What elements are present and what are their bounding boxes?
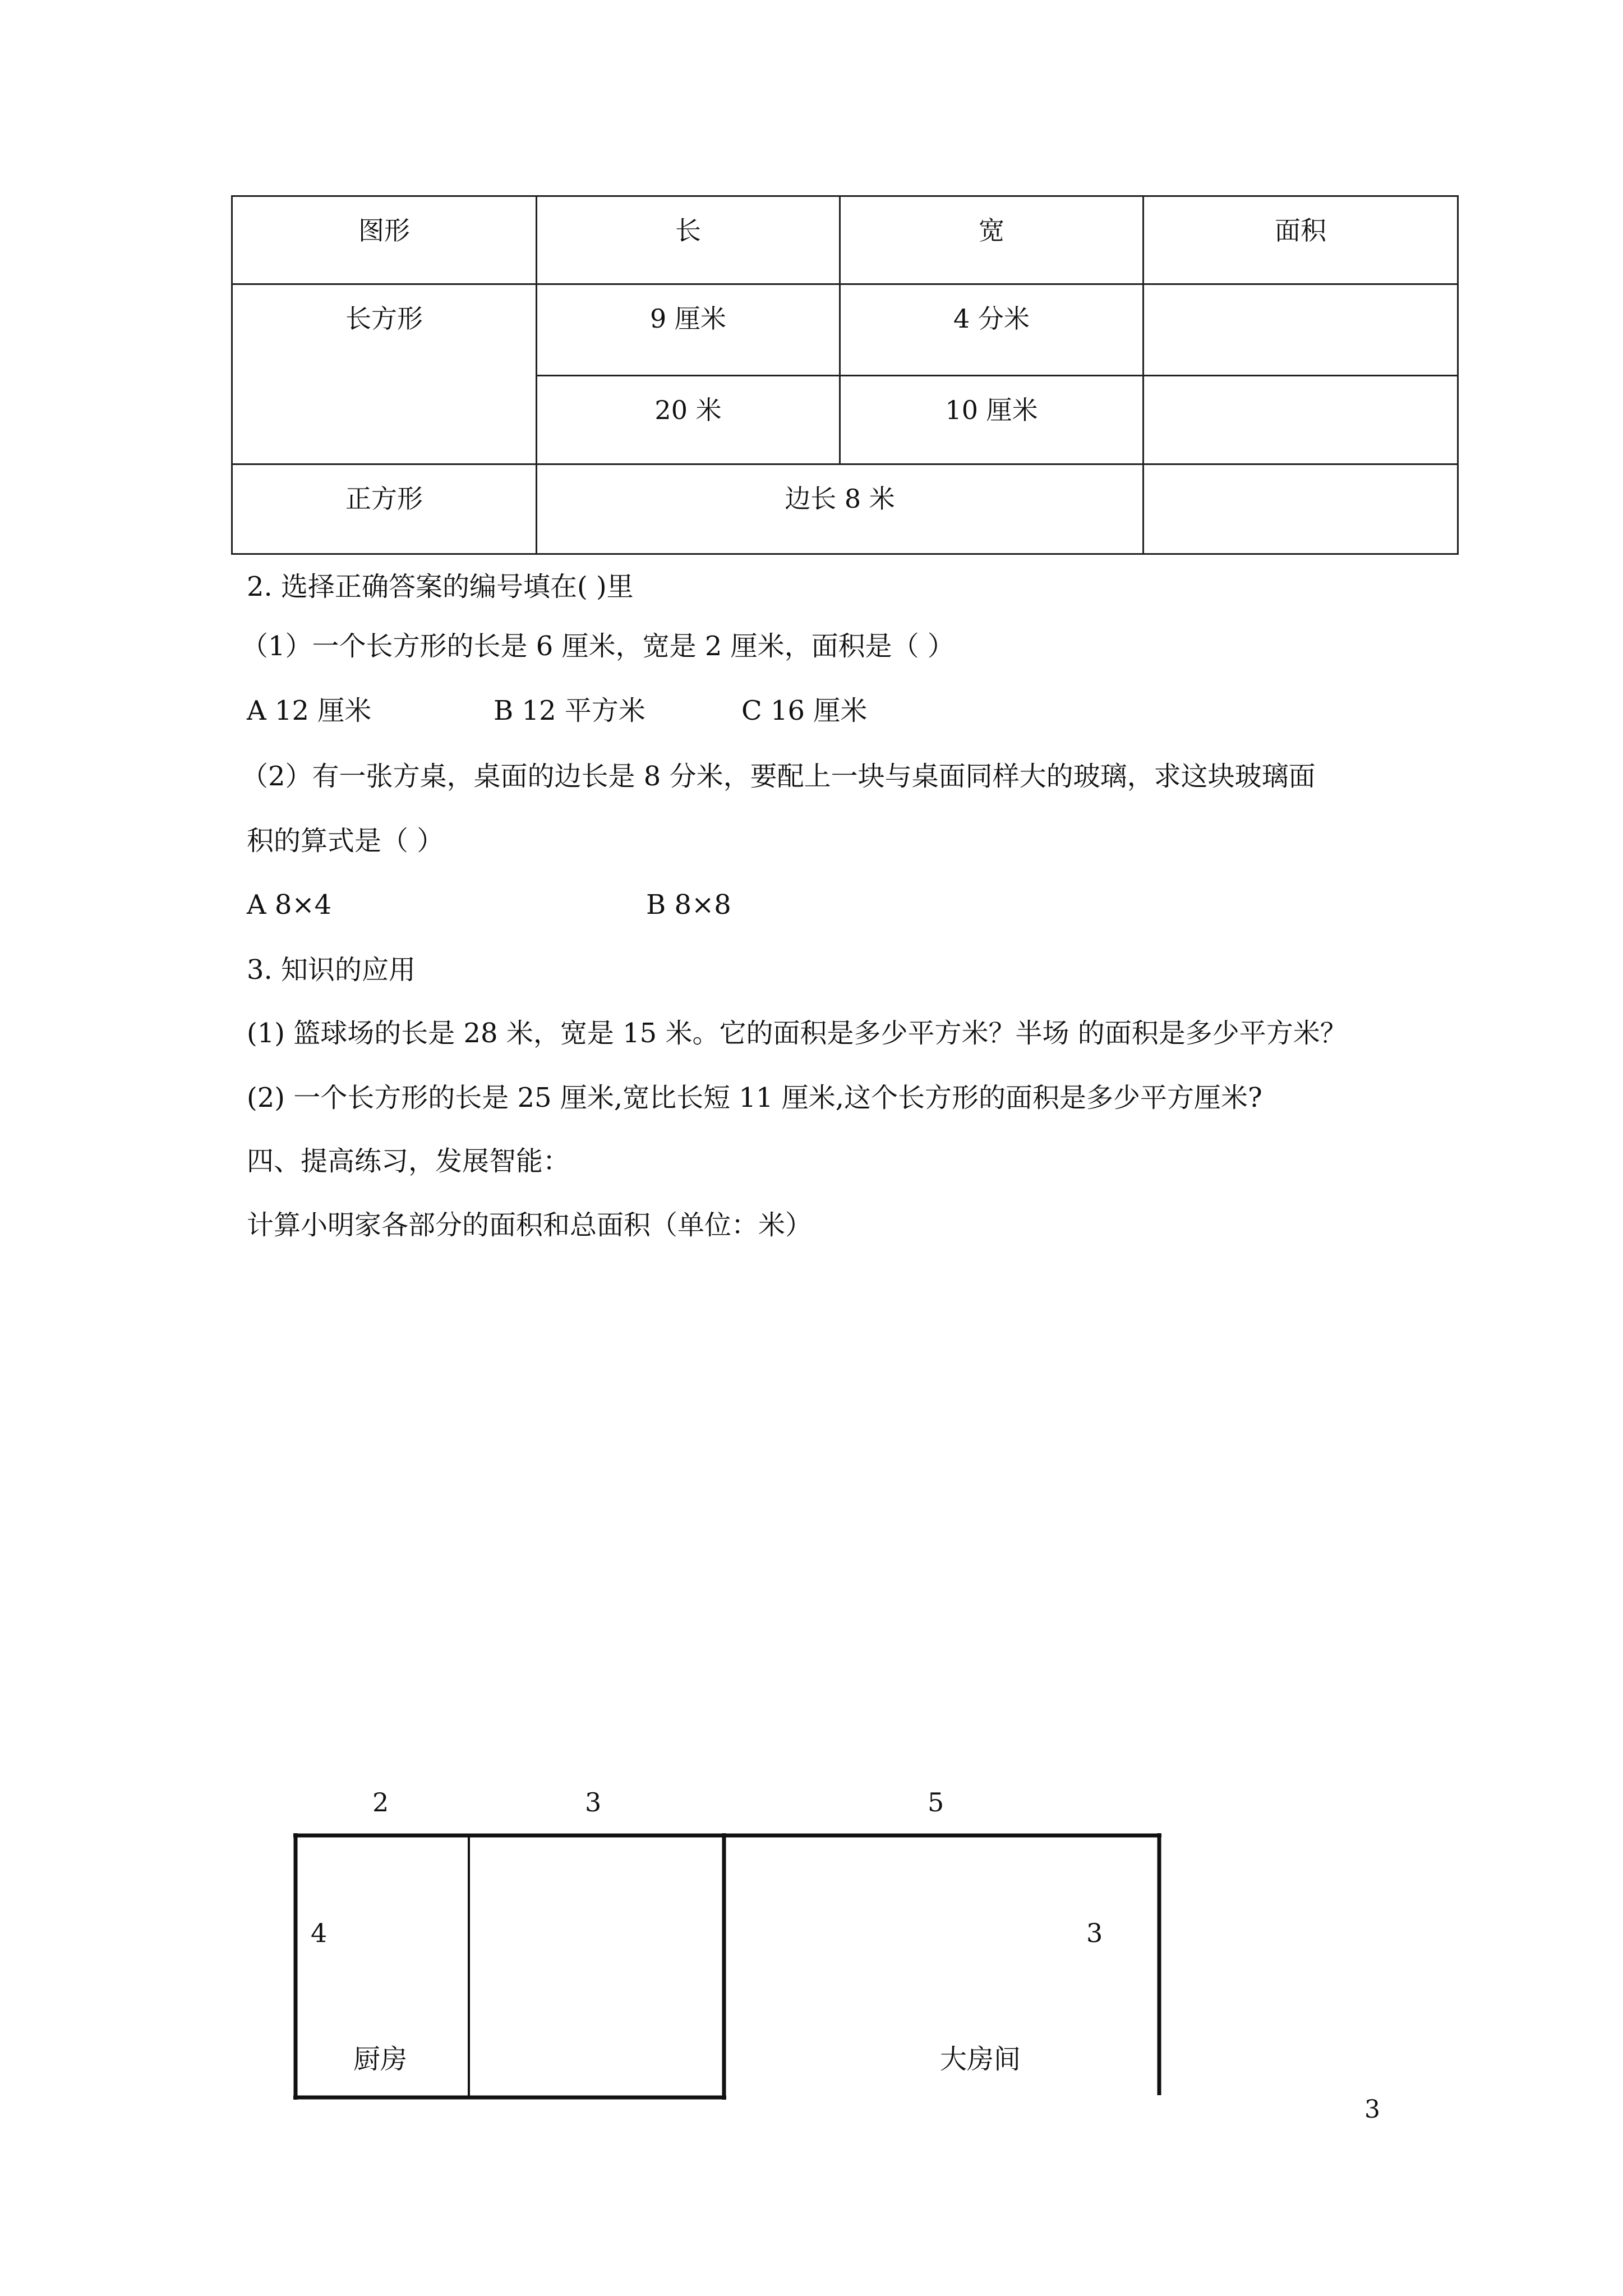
- header-width: 宽: [840, 196, 1144, 284]
- section2-question2-line1: （2）有一张方桌，桌面的边长是 8 分米，要配上一块与桌面同样大的玻璃，求这块玻璃面: [241, 761, 1316, 792]
- page-number: 3: [1364, 2095, 1380, 2124]
- square-side: 边长 8 米: [537, 464, 1144, 554]
- header-length: 长: [537, 196, 840, 284]
- room-label-kitchen: 厨房: [353, 2044, 408, 2075]
- section3-question1: (1) 篮球场的长是 28 米，宽是 15 米。它的面积是多少平方米？半场 的面积是多少平方米？: [247, 1018, 1347, 1049]
- section2-question2-line2: 积的算式是（ ）: [247, 825, 444, 857]
- q1-option-c: C 16 厘米: [741, 695, 868, 726]
- section3-question2: (2) 一个长方形的长是 25 厘米,宽比长短 11 厘米,这个长方形的面积是多少平方厘米?: [247, 1082, 1262, 1114]
- section4-title: 四、提高练习，发展智能：: [247, 1145, 570, 1177]
- header-shape: 图形: [232, 196, 537, 284]
- dim-bigroom-width: 5: [928, 1787, 944, 1818]
- section4-task: 计算小明家各部分的面积和总面积（单位：米）: [247, 1209, 813, 1241]
- section3-title: 3. 知识的应用: [247, 954, 416, 986]
- section2-title: 2. 选择正确答案的编号填在( )里: [247, 571, 634, 602]
- dim-kitchen-width: 2: [372, 1787, 389, 1818]
- dim-left-height: 4: [311, 1918, 328, 1948]
- q2-option-a: A 8×4: [247, 889, 332, 921]
- q1-option-a: A 12 厘米: [247, 695, 372, 726]
- rectangle-label: 长方形: [232, 284, 537, 464]
- dim-right-height: 3: [1086, 1918, 1103, 1948]
- rect2-length: 20 米: [537, 376, 840, 464]
- header-area: 面积: [1144, 196, 1458, 284]
- rect1-width: 4 分米: [840, 284, 1144, 376]
- square-label: 正方形: [232, 464, 537, 554]
- q2-option-b: B 8×8: [646, 889, 731, 921]
- dim-middle-width: 3: [585, 1787, 602, 1818]
- rect2-width: 10 厘米: [840, 376, 1144, 464]
- rect1-length: 9 厘米: [537, 284, 840, 376]
- room-label-big-room: 大房间: [940, 2044, 1021, 2075]
- q1-option-b: B 12 平方米: [494, 695, 645, 726]
- section2-question1: （1）一个长方形的长是 6 厘米，宽是 2 厘米，面积是（ ）: [241, 631, 955, 662]
